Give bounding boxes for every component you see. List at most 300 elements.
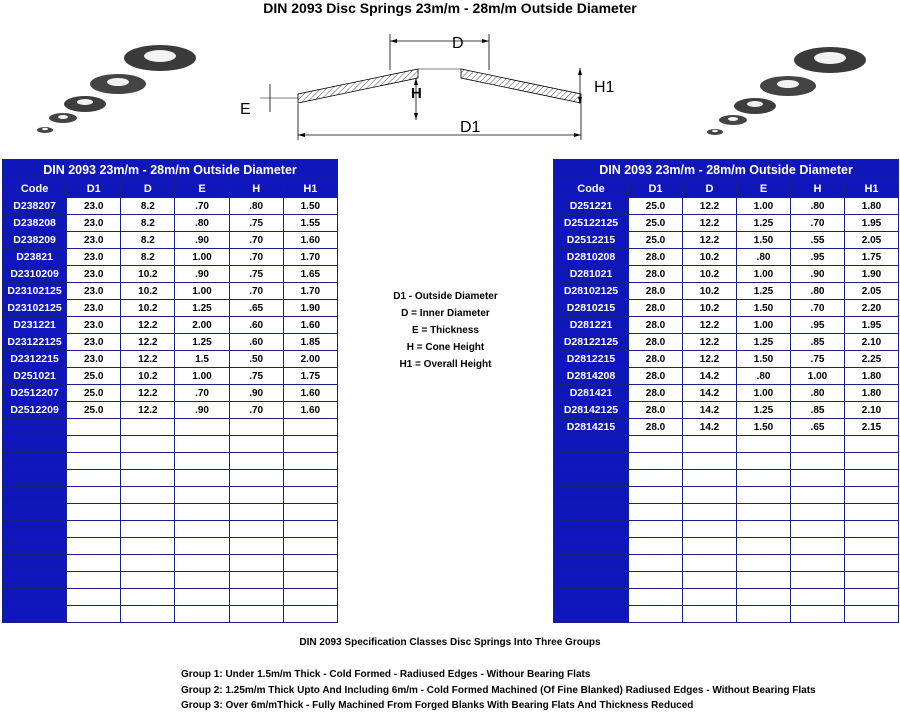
empty-cell [67, 538, 121, 555]
table-cell: 8.2 [121, 249, 175, 266]
part-code-cell: D251021 [3, 368, 67, 385]
empty-cell [554, 572, 629, 589]
empty-cell [737, 504, 791, 521]
table-cell: .80 [737, 249, 791, 266]
empty-cell [683, 504, 737, 521]
table-cell: 14.2 [683, 368, 737, 385]
table-cell: .80 [791, 385, 845, 402]
empty-row [554, 606, 899, 623]
table-cell: 25.0 [67, 385, 121, 402]
table-cell: .95 [791, 317, 845, 334]
table-cell: .65 [791, 419, 845, 436]
empty-cell [229, 606, 283, 623]
empty-cell [629, 470, 683, 487]
empty-cell [791, 436, 845, 453]
empty-cell [283, 453, 337, 470]
empty-cell [845, 555, 899, 572]
table-cell: 12.2 [683, 198, 737, 215]
empty-cell [229, 589, 283, 606]
empty-cell [629, 504, 683, 521]
table-cell: 1.95 [845, 317, 899, 334]
empty-cell [683, 538, 737, 555]
column-header: D1 [67, 180, 121, 198]
table-cell: 23.0 [67, 300, 121, 317]
table-cell: 14.2 [683, 419, 737, 436]
empty-cell [283, 504, 337, 521]
empty-cell [229, 470, 283, 487]
part-code-cell: D231221 [3, 317, 67, 334]
empty-cell [791, 538, 845, 555]
table-cell: 23.0 [67, 266, 121, 283]
empty-cell [67, 504, 121, 521]
empty-row [3, 572, 338, 589]
table-cell: 10.2 [121, 283, 175, 300]
diagram-label-h: H [411, 85, 422, 102]
empty-cell [683, 555, 737, 572]
table-row [554, 198, 899, 215]
empty-cell [229, 521, 283, 538]
empty-cell [554, 521, 629, 538]
table-cell: 10.2 [121, 266, 175, 283]
table-cell: 1.50 [283, 198, 337, 215]
table-cell: .50 [229, 351, 283, 368]
group-note: Group 3: Over 6m/mThick - Fully Machined From Forged Blanks With Bearing Flats And Thickness Reduced [181, 700, 694, 711]
part-code-cell: D23122125 [3, 334, 67, 351]
table-cell: .70 [791, 215, 845, 232]
empty-cell [683, 589, 737, 606]
empty-cell [3, 419, 67, 436]
diagram-label-h1: H1 [594, 79, 615, 96]
table-cell: 23.0 [67, 232, 121, 249]
table-row [3, 317, 338, 334]
empty-cell [229, 504, 283, 521]
table-row [3, 198, 338, 215]
empty-cell [67, 470, 121, 487]
empty-cell [175, 606, 229, 623]
table-cell: 1.85 [283, 334, 337, 351]
table-cell: 1.50 [737, 419, 791, 436]
empty-cell [175, 453, 229, 470]
table-cell: 28.0 [629, 300, 683, 317]
disc-spring-cross-section-diagram [240, 22, 630, 150]
page-title: DIN 2093 Disc Springs 23m/m - 28m/m Outside Diameter [263, 0, 637, 16]
table-cell: 10.2 [121, 300, 175, 317]
table-row [554, 419, 899, 436]
part-code-cell: D2812215 [554, 351, 629, 368]
table-cell: 1.00 [737, 385, 791, 402]
table-cell: 23.0 [67, 215, 121, 232]
table-cell: 28.0 [629, 283, 683, 300]
column-header: E [737, 180, 791, 198]
empty-cell [554, 487, 629, 504]
empty-cell [629, 521, 683, 538]
table-cell: 2.10 [845, 402, 899, 419]
table-cell: 1.55 [283, 215, 337, 232]
empty-row [3, 521, 338, 538]
table-cell: 1.75 [845, 249, 899, 266]
empty-cell [229, 487, 283, 504]
empty-row [554, 470, 899, 487]
table-cell: .65 [229, 300, 283, 317]
table-row [554, 283, 899, 300]
table-cell: 12.2 [683, 317, 737, 334]
table-cell: 1.60 [283, 232, 337, 249]
empty-cell [737, 572, 791, 589]
dimension-legend [363, 288, 528, 373]
legend-item: H1 = Overall Height [399, 359, 492, 370]
empty-row [554, 436, 899, 453]
empty-cell [683, 521, 737, 538]
empty-cell [67, 487, 121, 504]
table-cell: 23.0 [67, 283, 121, 300]
empty-row [554, 589, 899, 606]
empty-cell [67, 453, 121, 470]
table-cell: .90 [791, 266, 845, 283]
table-cell: 28.0 [629, 334, 683, 351]
empty-cell [121, 538, 175, 555]
table-cell: 1.25 [737, 283, 791, 300]
table-cell: 1.00 [737, 266, 791, 283]
table-cell: 1.00 [175, 249, 229, 266]
table-row [3, 232, 338, 249]
table-cell: .70 [175, 198, 229, 215]
empty-cell [3, 538, 67, 555]
empty-cell [629, 589, 683, 606]
table-cell: .70 [791, 300, 845, 317]
empty-cell [283, 487, 337, 504]
table-row [554, 300, 899, 317]
empty-cell [3, 453, 67, 470]
empty-cell [554, 470, 629, 487]
table-cell: .80 [737, 368, 791, 385]
part-code-cell: D28142125 [554, 402, 629, 419]
empty-cell [737, 487, 791, 504]
table-cell: .70 [229, 232, 283, 249]
empty-cell [737, 436, 791, 453]
empty-cell [737, 589, 791, 606]
table-cell: 28.0 [629, 317, 683, 334]
legend-item: E = Thickness [412, 325, 479, 336]
empty-cell [791, 487, 845, 504]
table-cell: 1.25 [175, 300, 229, 317]
table-cell: 1.80 [845, 198, 899, 215]
table-cell: 28.0 [629, 419, 683, 436]
column-header: H1 [283, 180, 337, 198]
table-cell: .90 [175, 402, 229, 419]
column-header: Code [3, 180, 67, 198]
empty-row [3, 453, 338, 470]
empty-cell [791, 504, 845, 521]
empty-cell [791, 606, 845, 623]
empty-cell [3, 555, 67, 572]
empty-row [554, 487, 899, 504]
table-cell: .90 [175, 266, 229, 283]
empty-cell [67, 606, 121, 623]
column-header: D [121, 180, 175, 198]
table-cell: 8.2 [121, 232, 175, 249]
table-row [554, 334, 899, 351]
table-cell: 12.2 [121, 402, 175, 419]
empty-cell [175, 504, 229, 521]
table-cell: 1.50 [737, 232, 791, 249]
table-cell: 12.2 [121, 385, 175, 402]
table-caption-row [554, 160, 899, 180]
empty-cell [629, 436, 683, 453]
table-caption: DIN 2093 23m/m - 28m/m Outside Diameter [3, 160, 338, 180]
empty-cell [121, 589, 175, 606]
table-cell: 10.2 [683, 283, 737, 300]
part-code-cell: D2814215 [554, 419, 629, 436]
empty-cell [67, 521, 121, 538]
empty-row [554, 555, 899, 572]
table-cell: 12.2 [121, 351, 175, 368]
table-caption: DIN 2093 23m/m - 28m/m Outside Diameter [554, 160, 899, 180]
empty-cell [121, 555, 175, 572]
empty-cell [175, 521, 229, 538]
table-cell: 1.90 [283, 300, 337, 317]
empty-cell [629, 487, 683, 504]
empty-cell [791, 470, 845, 487]
table-header-row [554, 180, 899, 198]
empty-cell [283, 436, 337, 453]
table-cell: 10.2 [683, 249, 737, 266]
empty-row [3, 470, 338, 487]
column-header: H1 [845, 180, 899, 198]
table-cell: 14.2 [683, 402, 737, 419]
part-code-cell: D23102125 [3, 300, 67, 317]
part-code-cell: D2810208 [554, 249, 629, 266]
empty-cell [175, 436, 229, 453]
empty-cell [554, 504, 629, 521]
table-cell: 12.2 [121, 317, 175, 334]
table-row [3, 215, 338, 232]
empty-row [554, 538, 899, 555]
part-code-cell: D25122125 [554, 215, 629, 232]
table-cell: 1.25 [737, 334, 791, 351]
disc-springs-photo-right [700, 40, 870, 140]
part-code-cell: D28122125 [554, 334, 629, 351]
empty-cell [121, 606, 175, 623]
diagram-label-e: E [240, 101, 251, 118]
empty-cell [283, 419, 337, 436]
empty-cell [737, 606, 791, 623]
table-row [554, 402, 899, 419]
empty-cell [283, 470, 337, 487]
empty-cell [737, 538, 791, 555]
spec-table-right [553, 159, 899, 623]
empty-cell [283, 521, 337, 538]
empty-cell [121, 521, 175, 538]
table-caption-row [3, 160, 338, 180]
notes-heading: DIN 2093 Specification Classes Disc Springs Into Three Groups [299, 637, 601, 648]
empty-row [3, 487, 338, 504]
empty-row [554, 521, 899, 538]
table-row [554, 317, 899, 334]
diagram-label-d1: D1 [460, 119, 481, 136]
empty-cell [121, 419, 175, 436]
table-cell: 1.50 [737, 300, 791, 317]
empty-cell [629, 538, 683, 555]
empty-cell [554, 436, 629, 453]
group-note: Group 1: Under 1.5m/m Thick - Cold Formed - Radiused Edges - Withour Bearing Flats [181, 669, 591, 680]
empty-cell [791, 589, 845, 606]
empty-cell [845, 436, 899, 453]
table-cell: 1.65 [283, 266, 337, 283]
empty-cell [283, 589, 337, 606]
table-cell: 28.0 [629, 368, 683, 385]
table-cell: 23.0 [67, 198, 121, 215]
table-cell: .90 [175, 232, 229, 249]
column-header: H [229, 180, 283, 198]
table-row [554, 232, 899, 249]
table-cell: 10.2 [683, 300, 737, 317]
part-code-cell: D2512209 [3, 402, 67, 419]
table-cell: 1.00 [737, 198, 791, 215]
table-cell: 2.20 [845, 300, 899, 317]
table-cell: .60 [229, 334, 283, 351]
empty-cell [845, 487, 899, 504]
empty-cell [229, 555, 283, 572]
empty-row [3, 436, 338, 453]
empty-cell [175, 538, 229, 555]
empty-row [554, 572, 899, 589]
table-header-row [3, 180, 338, 198]
table-cell: 1.60 [283, 317, 337, 334]
empty-cell [175, 419, 229, 436]
empty-cell [283, 538, 337, 555]
empty-cell [791, 453, 845, 470]
diagram-label-d: D [452, 35, 464, 52]
table-cell: 1.70 [283, 283, 337, 300]
table-row [3, 249, 338, 266]
part-code-cell: D238209 [3, 232, 67, 249]
empty-cell [175, 589, 229, 606]
empty-row [3, 504, 338, 521]
empty-cell [67, 436, 121, 453]
column-header: Code [554, 180, 629, 198]
table-cell: 1.00 [791, 368, 845, 385]
empty-cell [629, 453, 683, 470]
table-cell: 2.15 [845, 419, 899, 436]
table-cell: 23.0 [67, 351, 121, 368]
part-code-cell: D238208 [3, 215, 67, 232]
empty-cell [175, 470, 229, 487]
table-row [554, 249, 899, 266]
part-code-cell: D2312215 [3, 351, 67, 368]
table-cell: 12.2 [683, 351, 737, 368]
table-cell: 1.25 [737, 402, 791, 419]
table-cell: 1.90 [845, 266, 899, 283]
table-cell: 28.0 [629, 385, 683, 402]
table-cell: .80 [791, 198, 845, 215]
table-cell: 10.2 [683, 266, 737, 283]
empty-cell [737, 521, 791, 538]
table-cell: 28.0 [629, 249, 683, 266]
specification-notes [0, 637, 900, 648]
table-cell: .95 [791, 249, 845, 266]
table-row [3, 334, 338, 351]
part-code-cell: D281021 [554, 266, 629, 283]
table-cell: 28.0 [629, 402, 683, 419]
table-cell: .85 [791, 334, 845, 351]
table-cell: 23.0 [67, 334, 121, 351]
table-cell: .60 [229, 317, 283, 334]
empty-cell [121, 504, 175, 521]
table-cell: 25.0 [67, 402, 121, 419]
empty-cell [3, 521, 67, 538]
table-cell: 23.0 [67, 317, 121, 334]
empty-cell [554, 555, 629, 572]
empty-cell [683, 487, 737, 504]
table-cell: 12.2 [683, 215, 737, 232]
column-header: H [791, 180, 845, 198]
table-row [3, 368, 338, 385]
table-cell: 2.00 [283, 351, 337, 368]
empty-cell [845, 538, 899, 555]
empty-row [3, 538, 338, 555]
empty-cell [683, 470, 737, 487]
table-cell: 8.2 [121, 215, 175, 232]
table-cell: .75 [229, 368, 283, 385]
empty-row [3, 419, 338, 436]
empty-row [3, 555, 338, 572]
table-row [554, 385, 899, 402]
empty-cell [845, 572, 899, 589]
table-cell: 1.95 [845, 215, 899, 232]
empty-cell [845, 453, 899, 470]
empty-cell [629, 606, 683, 623]
part-code-cell: D2512207 [3, 385, 67, 402]
empty-cell [845, 606, 899, 623]
table-cell: 2.10 [845, 334, 899, 351]
table-row [3, 351, 338, 368]
empty-cell [3, 504, 67, 521]
empty-cell [629, 555, 683, 572]
empty-cell [175, 487, 229, 504]
table-cell: 2.05 [845, 232, 899, 249]
empty-cell [845, 589, 899, 606]
table-cell: .80 [229, 198, 283, 215]
table-cell: .75 [791, 351, 845, 368]
table-cell: 1.60 [283, 402, 337, 419]
table-cell: .90 [229, 385, 283, 402]
table-cell: .55 [791, 232, 845, 249]
table-cell: 23.0 [67, 249, 121, 266]
empty-row [3, 589, 338, 606]
empty-cell [229, 538, 283, 555]
empty-cell [283, 606, 337, 623]
table-cell: 14.2 [683, 385, 737, 402]
empty-cell [121, 436, 175, 453]
table-cell: 1.25 [737, 215, 791, 232]
part-code-cell: D23821 [3, 249, 67, 266]
empty-cell [554, 538, 629, 555]
empty-cell [845, 470, 899, 487]
part-code-cell: D238207 [3, 198, 67, 215]
table-cell: 12.2 [121, 334, 175, 351]
empty-cell [3, 487, 67, 504]
table-cell: .80 [791, 283, 845, 300]
table-cell: .70 [229, 283, 283, 300]
empty-cell [737, 555, 791, 572]
empty-cell [3, 572, 67, 589]
table-cell: 1.60 [283, 385, 337, 402]
empty-cell [229, 419, 283, 436]
part-code-cell: D2814208 [554, 368, 629, 385]
empty-cell [683, 572, 737, 589]
empty-cell [845, 504, 899, 521]
empty-cell [67, 572, 121, 589]
